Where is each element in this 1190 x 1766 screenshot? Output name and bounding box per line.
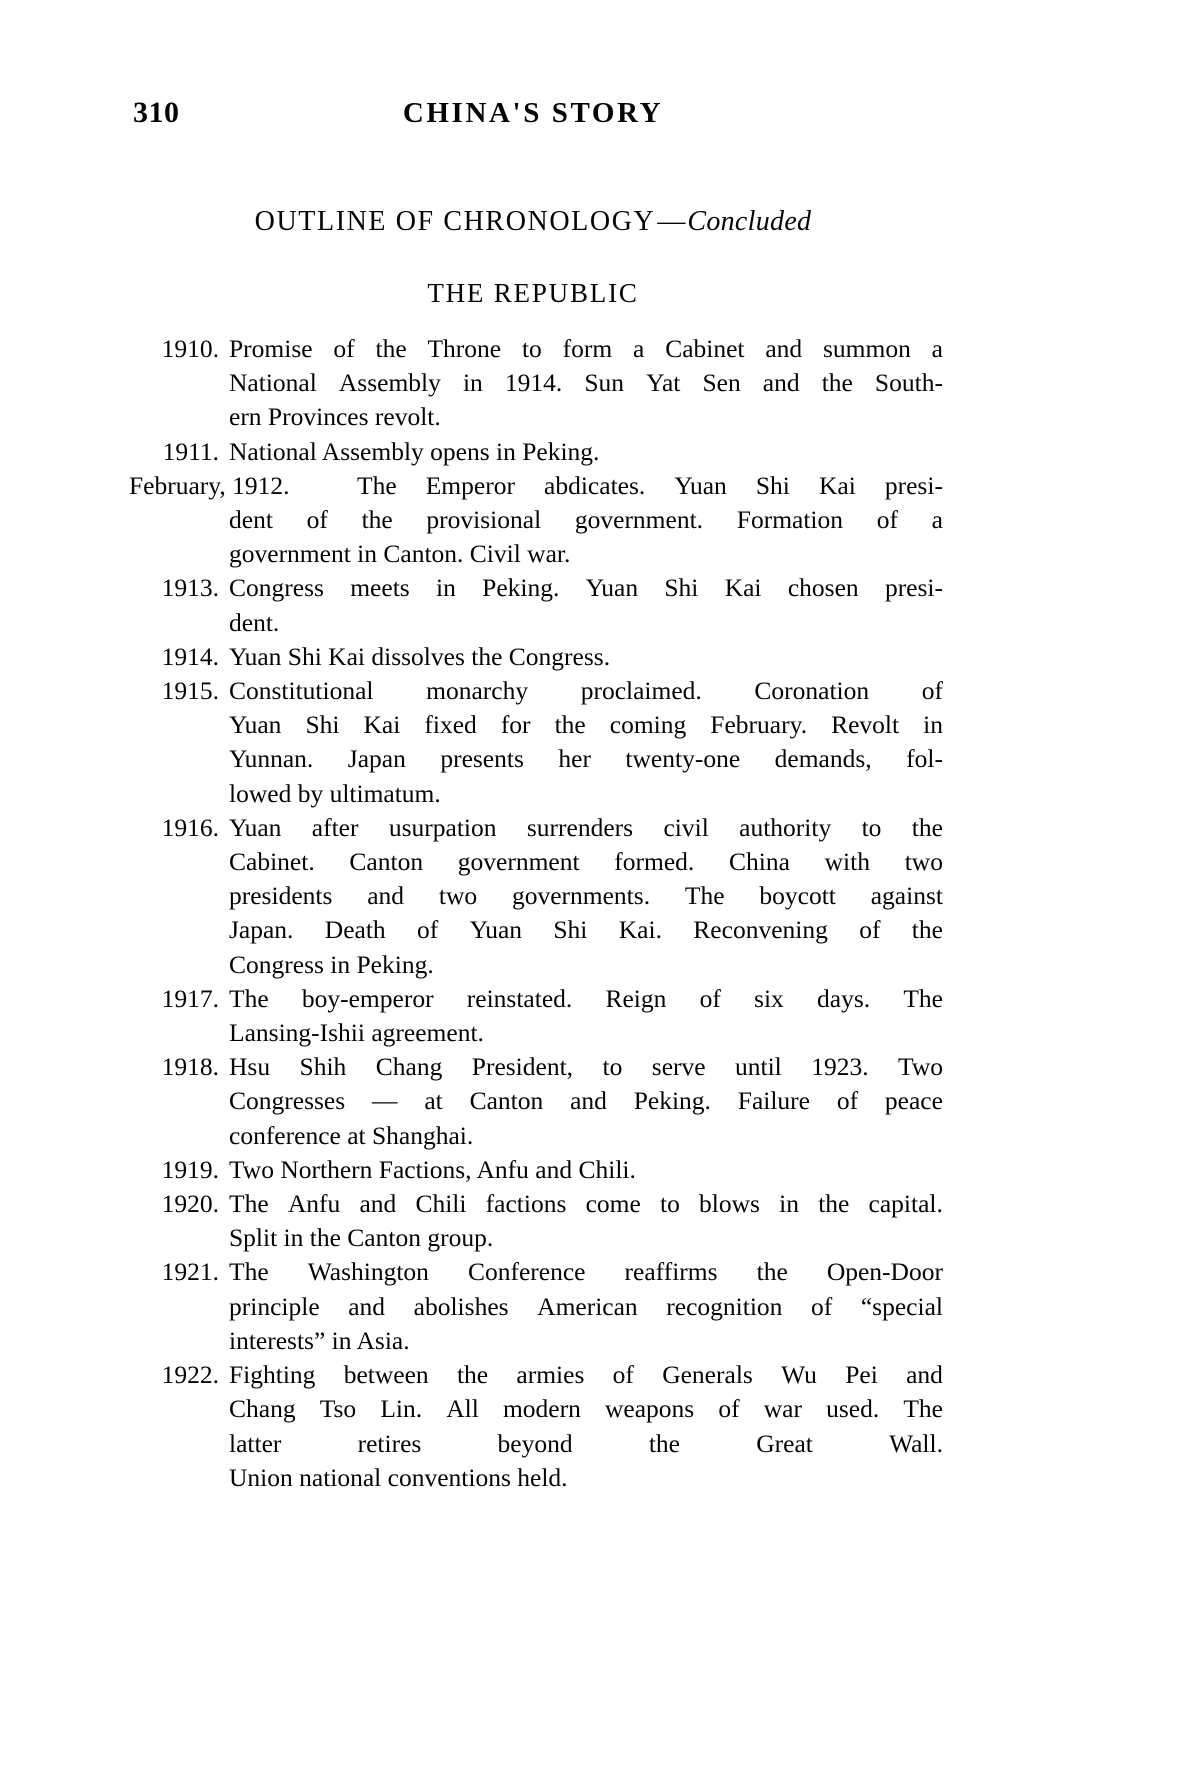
entry-text-line: The boy-emperor reinstated. Reign of six days. The (229, 983, 943, 1013)
entry-text (229, 1153, 943, 1187)
entry-text-line: conference at Shanghai. (229, 1120, 474, 1150)
entry-text-line: Congresses — at Canton and Peking. Failure of peace (229, 1086, 943, 1116)
entry-text-line: Fighting between the armies of Generals Wu Pei and (229, 1360, 943, 1390)
entry-text (229, 435, 943, 469)
entry-text-line: The Washington Conference reaffirms the Open-Door (229, 1257, 943, 1287)
chronology-entry (133, 1255, 943, 1358)
entry-year-label: 1916. (161, 812, 219, 842)
chronology-list (129, 332, 943, 1495)
chronology-entry (133, 982, 943, 1050)
entry-text-line: Yuan after usurpation surrenders civil authority to the (229, 812, 943, 842)
entry-text-line: Split in the Canton group. (229, 1223, 494, 1253)
entry-year-label: 1922. (161, 1360, 219, 1390)
chronology-entry (133, 571, 943, 639)
entry-text-line: Constitutional monarchy proclaimed. Coronation of (229, 676, 943, 706)
entry-text-line: Yunnan. Japan presents her twenty-one demands, fol- (229, 744, 943, 774)
entry-text-line: principle and abolishes American recognition of “special (229, 1291, 943, 1321)
entry-text-line: Lansing-Ishii agreement. (229, 1018, 484, 1048)
entry-text-line: dent. (229, 607, 280, 637)
entry-text (229, 1358, 943, 1495)
entry-text-line: Cabinet. Canton government formed. China with two (229, 847, 943, 877)
entry-text (229, 1187, 943, 1255)
entry-text-line: ern Provinces revolt. (229, 402, 441, 432)
entry-text-line: Union national conventions held. (229, 1462, 568, 1492)
chronology-entry (133, 1050, 943, 1153)
entry-text-line: Japan. Death of Yuan Shi Kai. Reconvening of the (229, 915, 943, 945)
page-number: 310 (133, 96, 180, 129)
entry-text (229, 674, 943, 811)
entry-text-line: National Assembly opens in Peking. (229, 436, 600, 466)
chronology-entry (129, 469, 943, 572)
entry-text (229, 640, 943, 674)
chronology-entry (133, 811, 943, 982)
chapter-title-dash: — (657, 206, 686, 237)
entry-text-line: Promise of the Throne to form a Cabinet and summon a (229, 334, 943, 363)
entry-year-label: 1911. (162, 436, 219, 466)
entry-text-line: The Anfu and Chili factions come to blows in the capital. (229, 1189, 943, 1219)
running-title: CHINA'S STORY (402, 97, 664, 129)
chronology-entry (133, 435, 943, 469)
entry-year-label: 1920. (161, 1189, 219, 1219)
entry-text-line: Yuan Shi Kai fixed for the coming February. Revolt in (229, 710, 943, 740)
chronology-entry (133, 640, 943, 674)
entry-year-label: 1919. (161, 1154, 219, 1184)
entry-year-label: 1917. (161, 983, 219, 1013)
chronology-entry (133, 332, 943, 435)
entry-text-line: Yuan Shi Kai dissolves the Congress. (229, 641, 611, 671)
entry-text (229, 1050, 943, 1153)
entry-year-label: 1921. (161, 1257, 219, 1287)
entry-text-line: Congress meets in Peking. Yuan Shi Kai chosen presi- (229, 573, 943, 603)
entry-text-line: Chang Tso Lin. All modern weapons of war used. The (229, 1394, 943, 1424)
entry-year-label: 1910. (161, 334, 219, 363)
chronology-entry (133, 1358, 943, 1495)
entry-text (229, 571, 943, 639)
entry-year-label: 1913. (161, 573, 219, 603)
entry-year-label: 1915. (161, 676, 219, 706)
chapter-title-main: OUTLINE OF CHRONOLOGY (254, 206, 656, 237)
entry-year-label: 1914. (161, 641, 219, 671)
chapter-title (133, 206, 933, 238)
entry-text-line: interests” in Asia. (229, 1325, 410, 1355)
entry-text (229, 332, 943, 435)
entry-year-label: 1918. (161, 1052, 219, 1082)
entry-text-line: Two Northern Factions, Anfu and Chili. (229, 1154, 636, 1184)
running-head (133, 96, 933, 138)
entry-text (229, 469, 943, 572)
entry-text-line: presidents and two governments. The boycott against (229, 881, 943, 911)
entry-text (229, 811, 943, 982)
entry-text (229, 1255, 943, 1358)
entry-text-line: lowed by ultimatum. (229, 778, 441, 808)
entry-text-line: dent of the provisional government. Formation of a (229, 505, 943, 535)
chronology-entry (133, 674, 943, 811)
chronology-entry (133, 1187, 943, 1255)
entry-year-label: February, 1912. (129, 470, 290, 500)
entry-text-line: Hsu Shih Chang President, to serve until 1923. Two (229, 1052, 943, 1082)
entry-text-line: National Assembly in 1914. Sun Yat Sen and the South- (229, 368, 943, 398)
entry-text-line: government in Canton. Civil war. (229, 539, 571, 569)
chronology-entry (133, 1153, 943, 1187)
entry-text-line: latter retires beyond the Great Wall. (229, 1428, 943, 1458)
entry-text (229, 982, 943, 1050)
entry-text-line: The Emperor abdicates. Yuan Shi Kai presi- (357, 470, 943, 500)
entry-text-line: Congress in Peking. (229, 949, 434, 979)
section-title: THE REPUBLIC (427, 278, 639, 308)
chapter-title-status: Concluded (687, 206, 812, 237)
